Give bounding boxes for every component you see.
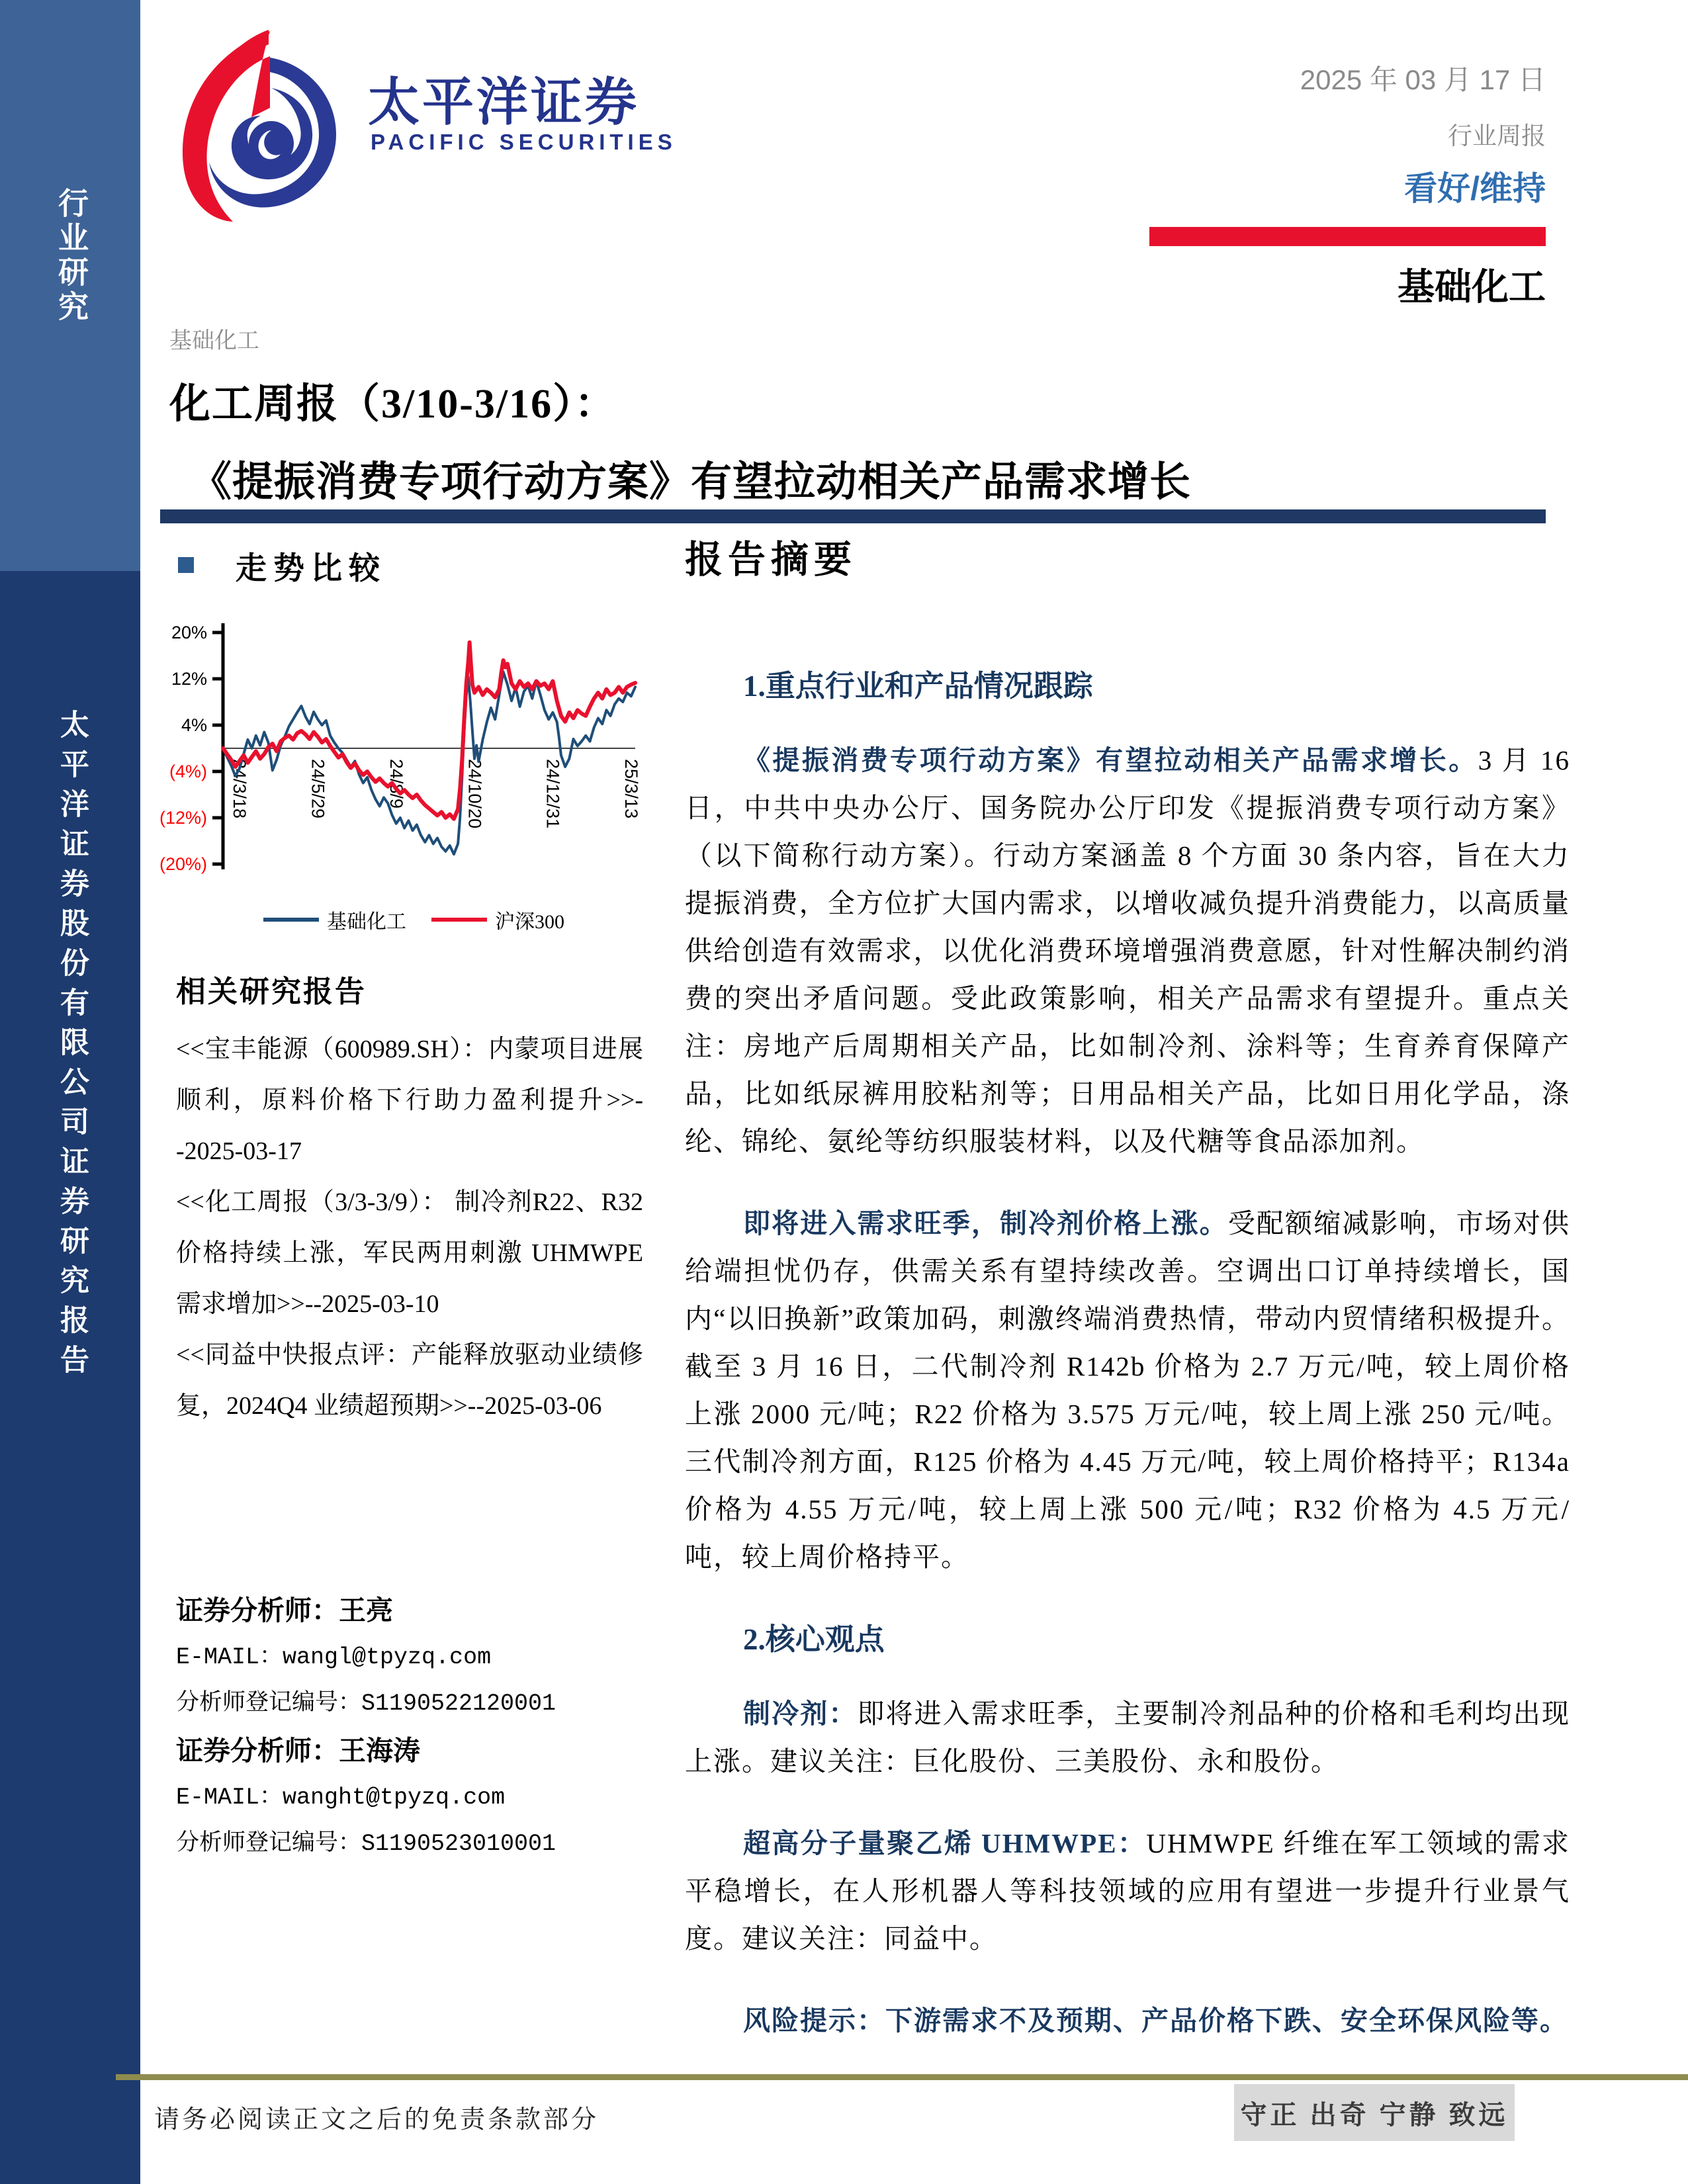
svg-text:(20%): (20%) [159, 854, 207, 874]
red-accent-bar [1149, 227, 1546, 246]
summary-paragraph [685, 1997, 1570, 2044]
analyst-email: E-MAIL：wanght@tpyzq.com [176, 1784, 506, 1811]
legend-line-swatch [431, 918, 487, 922]
industry-name: 基础化工 [1398, 266, 1546, 308]
summary-paragraph [685, 1200, 1570, 1581]
report-list-item: <<宝丰能源（600989.SH）：内蒙项目进展顺利，原料价格下行助力盈利提升>>--2025-03-17 [176, 1035, 643, 1165]
analyst-registration-number: 分析师登记编号：S1190523010001 [176, 1831, 556, 1857]
analyst-email: E-MAIL：wangl@tpyzq.com [176, 1644, 492, 1671]
summary-paragraph [685, 1690, 1570, 1785]
related-reports-title: 相关研究报告 [176, 975, 367, 1008]
title-divider-bar [160, 509, 1546, 523]
summary-paragraph [685, 736, 1570, 1165]
paragraph-text: 受配额缩减影响，市场对供给端担忧仍存，供需关系有望持续改善。空调出口订单持续增长，国内“以旧换新”政策加码，刺激终端消费热情，带动内贸情绪积极提升。截至 3 月 16 日，二代制冷剂 R142b 价格为 2.7 万元/吨，较上周价格上涨 2000 元/吨；R22 价格为 3.575 万元/吨，较上周上涨 250 元/吨。三代制冷剂方面，R125 价格为 4.45 万元/吨，较上周价格持平；R134a 价格为 4.55 万元/吨，较上周上涨 500 元/吨；R32 价格为 4.5 万元/吨，较上周价格持平。 [685, 1208, 1571, 1572]
logo-company-name: 太平洋证券 [368, 73, 640, 131]
pacific-securities-logo-icon [172, 30, 357, 222]
report-type: 行业周报 [1448, 122, 1546, 150]
svg-text:(4%): (4%) [169, 762, 207, 781]
paragraph-text: UHMWPE 纤维在军工领域的需求平稳增长，在人形机器人等科技领域的应用有望进一步提升行业景气度。建议关注：同益中。 [685, 1828, 1570, 1954]
svg-text:24/3/18: 24/3/18 [230, 759, 250, 819]
svg-text:24/12/31: 24/12/31 [543, 759, 563, 829]
svg-text:24/8/9: 24/8/9 [386, 759, 406, 809]
summary-column [685, 529, 1570, 2079]
legend-item [431, 905, 564, 934]
paragraph-lead: 风险提示：下游需求不及预期、产品价格下跌、安全环保风险等。 [743, 2005, 1568, 2036]
industry-rating: 看好/维持 [1404, 170, 1546, 207]
report-list-item: <<同益中快报点评：产能释放驱动业绩修复，2024Q4 业绩超预期>>--2025-03-06 [176, 1341, 643, 1420]
report-list-item: <<化工周报（3/3-3/9）： 制冷剂R22、R32 价格持续上涨，军民两用刺激 UHMWPE 需求增加>>--2025-03-10 [176, 1188, 643, 1318]
paragraph-text: 3 月 16 日，中共中央办公厅、国务院办公厅印发《提振消费专项行动方案》（以下简称行动方案）。行动方案涵盖 8 个方面 30 条内容，旨在大力提振消费，全方位扩大国内需求，以增收减负提升消费能力，以高质量供给创造有效需求，以优化消费环境增强消费意愿，针对性解决制约消费的突出矛盾问题。受此政策影响，相关产品需求有望提升。重点关注：房地产后周期相关产品，比如制冷剂、涂料等；生育养育保障产品，比如纸尿裤用胶粘剂等；日用品相关产品，比如日用化学品，涤纶、锦纶、氨纶等纺织服装材料，以及代糖等食品添加剂。 [685, 745, 1571, 1157]
report-date: 2025 年 03 月 17 日 [1300, 64, 1546, 95]
paragraph-lead: 制冷剂： [743, 1698, 858, 1729]
paragraph-text: 即将进入需求旺季，主要制冷剂品种的价格和毛利均出现上涨。建议关注：巨化股份、三美股份、永和股份。 [685, 1698, 1571, 1776]
summary-sections [685, 662, 1570, 2044]
trend-section-title: 走势比较 [236, 552, 386, 586]
paragraph-lead: 《提振消费专项行动方案》有望拉动相关产品需求增长。 [743, 745, 1478, 775]
paragraph-lead: 即将进入需求旺季，制冷剂价格上涨。 [743, 1208, 1228, 1239]
analyst-name: 证券分析师：王亮 [176, 1595, 393, 1626]
analyst-name: 证券分析师：王海涛 [176, 1735, 420, 1766]
analysts-block [176, 1587, 643, 1867]
report-title-line1: 化工周报（3/10-3/16）： [169, 382, 617, 427]
svg-text:24/10/20: 24/10/20 [465, 759, 485, 829]
report-title-line2: 《提振消费专项行动方案》有望拉动相关产品需求增长 [191, 460, 1192, 505]
legend-item [263, 905, 406, 934]
analyst-registration-number: 分析师登记编号：S1190522120001 [176, 1690, 556, 1717]
summary-title: 报告摘要 [685, 539, 857, 581]
footer-disclaimer: 请务必阅读正文之后的免责条款部分 [154, 2106, 600, 2134]
svg-text:20%: 20% [171, 623, 207, 642]
legend-label: 基础化工 [327, 911, 406, 933]
summary-section-heading: 1.重点行业和产品情况跟踪 [743, 670, 1093, 703]
svg-text:(12%): (12%) [159, 808, 207, 828]
legend-line-swatch [263, 918, 319, 922]
svg-text:4%: 4% [181, 715, 207, 735]
svg-text:12%: 12% [171, 669, 207, 689]
logo-company-name-en: PACIFIC SECURITIES [371, 130, 677, 154]
related-reports-list [176, 1024, 643, 1432]
svg-text:25/3/13: 25/3/13 [621, 759, 642, 819]
footer-divider-line [116, 2074, 1688, 2080]
svg-text:24/5/29: 24/5/29 [308, 759, 328, 819]
chart-legend [263, 905, 564, 934]
legend-label: 沪深300 [495, 911, 564, 933]
paragraph-lead: 超高分子量聚乙烯 UHMWPE： [743, 1828, 1147, 1858]
footer-motto-box [1234, 2084, 1515, 2141]
sidebar-category-label: 行业研究 [54, 187, 88, 325]
summary-section-heading: 2.核心观点 [743, 1623, 885, 1656]
sidebar-company-label: 太平洋证券股份有限公司证券研究报告 [56, 709, 88, 1384]
summary-paragraph [685, 1819, 1570, 1962]
section-bullet-icon [178, 557, 194, 573]
industry-eyebrow: 基础化工 [169, 329, 259, 353]
footer-motto: 守正 出奇 宁静 致远 [1240, 2099, 1509, 2130]
trend-comparison-chart [159, 614, 648, 905]
